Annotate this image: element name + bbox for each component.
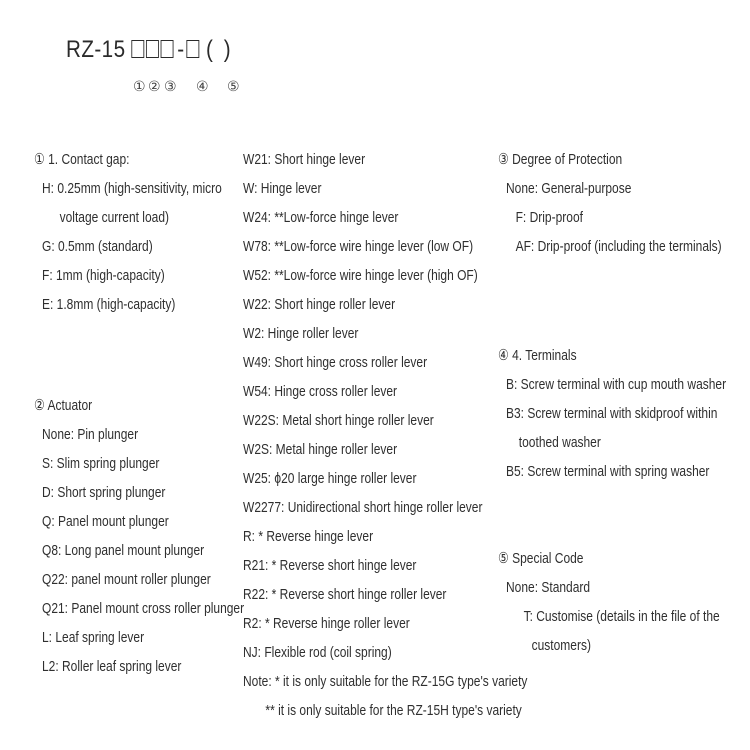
option-line: W: Hinge lever bbox=[243, 180, 322, 197]
option-line: L2: Roller leaf spring lever bbox=[42, 658, 182, 675]
position-marker-4: ④ bbox=[196, 78, 209, 94]
option-line: W52: **Low-force wire hinge lever (high OF) bbox=[243, 267, 478, 284]
paren-open: ( bbox=[206, 36, 214, 63]
option-line: Q22: panel mount roller plunger bbox=[42, 571, 211, 588]
option-line: B: Screw terminal with cup mouth washer bbox=[506, 376, 727, 393]
section-heading bbox=[498, 150, 726, 179]
section-title: Special Code bbox=[512, 550, 584, 567]
section-heading bbox=[34, 396, 244, 425]
option-line: customers) bbox=[531, 637, 591, 654]
section-marker: ③ bbox=[498, 151, 509, 168]
option-line: T: Customise (details in the file of the bbox=[523, 608, 720, 625]
note-line: ** it is only suitable for the RZ-15H type's variety bbox=[265, 702, 522, 719]
option-line: W21: Short hinge lever bbox=[243, 151, 366, 168]
section-marker: ① bbox=[34, 151, 45, 168]
option-line: F: Drip-proof bbox=[515, 209, 583, 226]
option-line: W2277: Unidirectional short hinge roller lever bbox=[243, 499, 483, 516]
position-marker-1: ① bbox=[133, 78, 146, 94]
option-line: NJ: Flexible rod (coil spring) bbox=[243, 644, 392, 661]
option-line: toothed washer bbox=[518, 434, 601, 451]
option-line: W54: Hinge cross roller lever bbox=[243, 383, 398, 400]
option-line: R21: * Reverse short hinge lever bbox=[243, 557, 417, 574]
section-title: Degree of Protection bbox=[512, 151, 623, 168]
option-line: None: General-purpose bbox=[506, 180, 632, 197]
section-marker: ④ bbox=[498, 347, 509, 364]
position-marker-5: ⑤ bbox=[227, 78, 240, 94]
section-protection bbox=[498, 150, 750, 266]
option-line: B3: Screw terminal with skidproof within bbox=[506, 405, 718, 422]
section-title: 1. Contact gap: bbox=[48, 151, 130, 168]
section-marker: ⑤ bbox=[498, 550, 509, 567]
top-border bbox=[0, 0, 750, 3]
code-box-3 bbox=[161, 40, 174, 58]
option-line: W2: Hinge roller lever bbox=[243, 325, 359, 342]
option-line: R: * Reverse hinge lever bbox=[243, 528, 374, 545]
option-line: W2S: Metal hinge roller lever bbox=[243, 441, 398, 458]
option-line: W25: ϕ20 large hinge roller lever bbox=[243, 470, 417, 487]
option-line: W49: Short hinge cross roller lever bbox=[243, 354, 428, 371]
option-line: H: 0.25mm (high-sensitivity, micro bbox=[42, 180, 222, 197]
option-line: voltage current load) bbox=[59, 209, 169, 226]
option-line: W78: **Low-force wire hinge lever (low OF) bbox=[243, 238, 474, 255]
option-line: AF: Drip-proof (including the terminals) bbox=[515, 238, 722, 255]
option-line: R22: * Reverse short hinge roller lever bbox=[243, 586, 447, 603]
option-line: W24: **Low-force hinge lever bbox=[243, 209, 399, 226]
section-special-code bbox=[498, 549, 750, 665]
option-line: Q: Panel mount plunger bbox=[42, 513, 169, 530]
column-right bbox=[498, 150, 750, 665]
paren-close: ) bbox=[223, 36, 231, 63]
code-box-4 bbox=[186, 40, 199, 58]
option-line: None: Standard bbox=[506, 579, 591, 596]
option-line: W22: Short hinge roller lever bbox=[243, 296, 396, 313]
section-terminals bbox=[498, 346, 750, 491]
option-line: S: Slim spring plunger bbox=[42, 455, 160, 472]
option-line: R2: * Reverse hinge roller lever bbox=[243, 615, 410, 632]
section-heading bbox=[498, 549, 726, 578]
option-line: G: 0.5mm (standard) bbox=[42, 238, 153, 255]
option-line: E: 1.8mm (high-capacity) bbox=[42, 296, 176, 313]
position-marker-3: ③ bbox=[164, 78, 177, 94]
option-line: D: Short spring plunger bbox=[42, 484, 166, 501]
model-prefix: RZ-15 bbox=[66, 36, 126, 63]
option-line: None: Pin plunger bbox=[42, 426, 139, 443]
position-marker-2: ② bbox=[148, 78, 161, 94]
note-line: Note: * it is only suitable for the RZ-15G type's variety bbox=[243, 673, 528, 690]
section-title: Actuator bbox=[47, 397, 93, 414]
section-marker: ② bbox=[34, 397, 45, 414]
section-heading bbox=[498, 346, 726, 375]
code-box-2 bbox=[146, 40, 159, 58]
section-title: 4. Terminals bbox=[512, 347, 577, 364]
section-heading bbox=[34, 150, 244, 179]
option-line: B5: Screw terminal with spring washer bbox=[506, 463, 710, 480]
option-line: F: 1mm (high-capacity) bbox=[42, 267, 165, 284]
option-line: L: Leaf spring lever bbox=[42, 629, 145, 646]
code-box-1 bbox=[132, 40, 145, 58]
model-code bbox=[66, 36, 231, 64]
option-line: W22S: Metal short hinge roller lever bbox=[243, 412, 434, 429]
model-dash: - bbox=[177, 36, 185, 63]
option-line: Q8: Long panel mount plunger bbox=[42, 542, 205, 559]
option-line: Q21: Panel mount cross roller plunger bbox=[42, 600, 245, 617]
